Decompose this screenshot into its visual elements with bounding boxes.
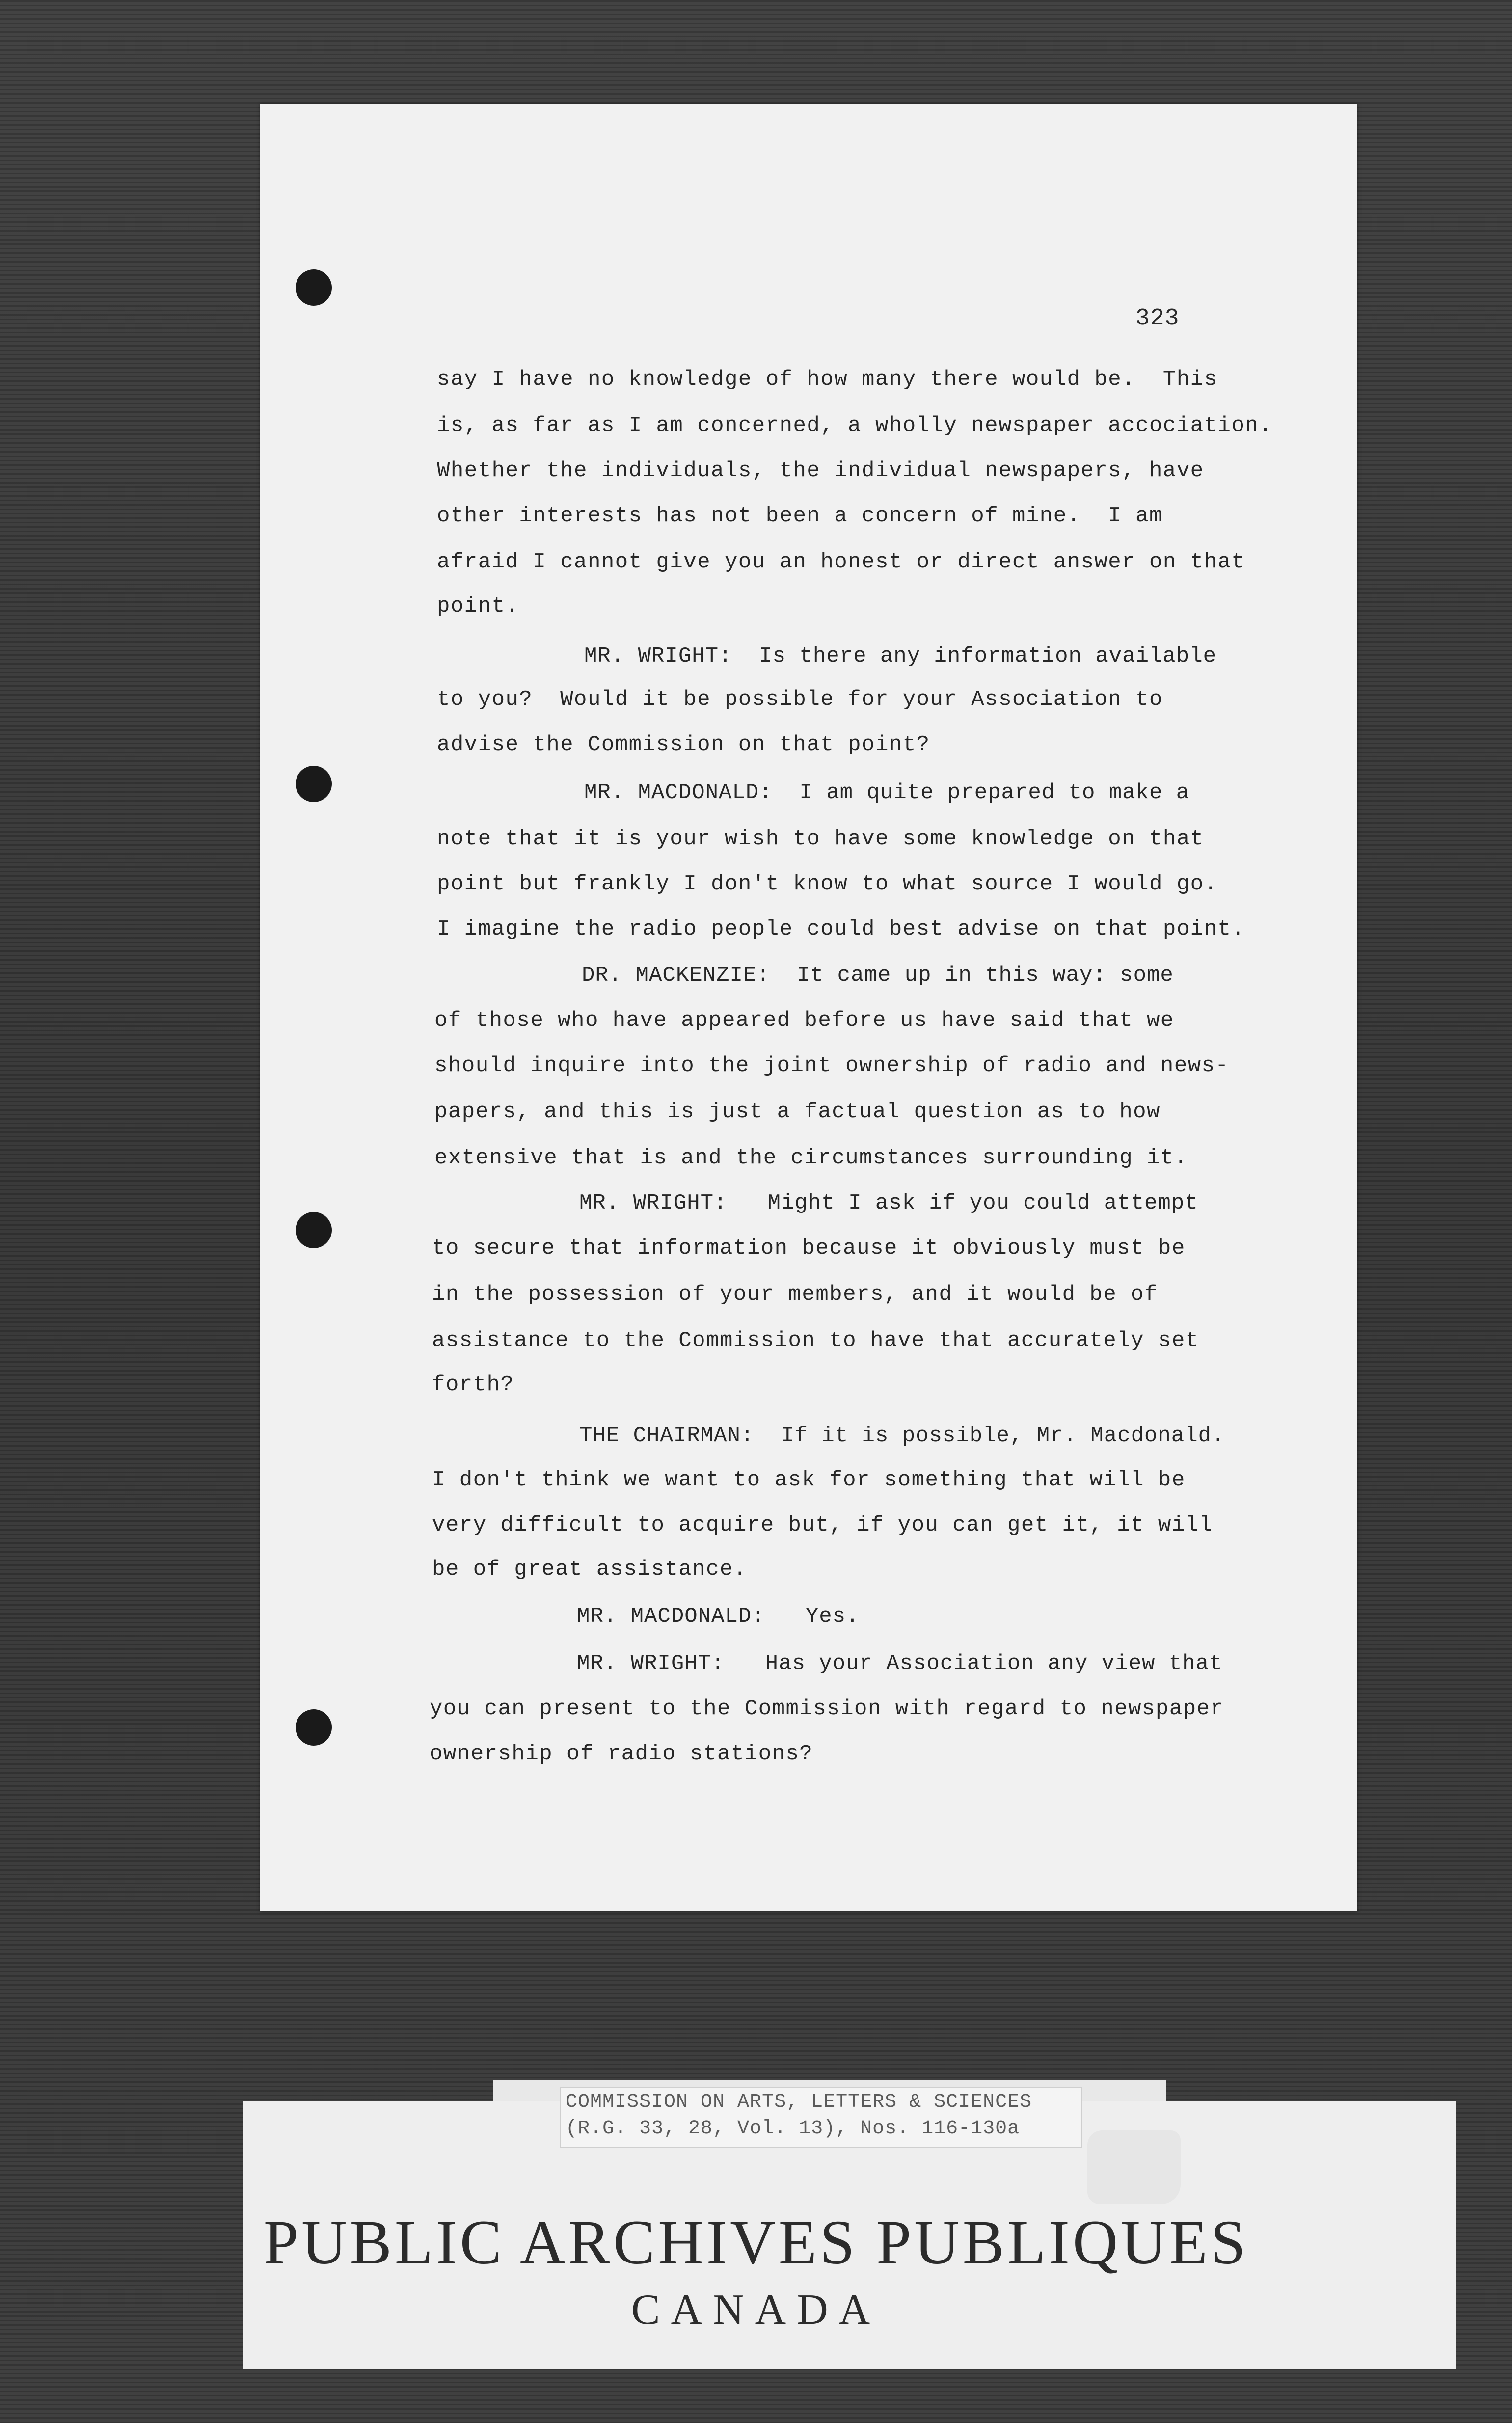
reference-line: COMMISSION ON ARTS, LETTERS & SCIENCES (566, 2091, 1032, 2113)
reference-line: (R.G. 33, 28, Vol. 13), Nos. 116-130a (566, 2118, 1020, 2140)
text-line: other interests has not been a concern of mine. I am (437, 504, 1163, 528)
speaker-line: MR. WRIGHT: Has your Association any view that (577, 1651, 1223, 1676)
text-line: point. (437, 594, 519, 619)
speaker-line: MR. WRIGHT: Is there any information available (584, 644, 1217, 669)
text-line: papers, and this is just a factual question as to how (434, 1100, 1161, 1124)
archives-title: PUBLIC ARCHIVES PUBLIQUES (263, 2208, 1249, 2277)
text-line: ownership of radio stations? (430, 1742, 813, 1766)
text-line: you can present to the Commission with regard to newspaper (430, 1696, 1224, 1721)
stamp-mark (1087, 2130, 1181, 2204)
text-line: is, as far as I am concerned, a wholly newspaper accociation. (437, 413, 1273, 438)
text-line: to secure that information because it obviously must be (432, 1236, 1186, 1261)
speaker-line: THE CHAIRMAN: If it is possible, Mr. Macdonald. (579, 1424, 1225, 1448)
text-line: of those who have appeared before us have said that we (434, 1008, 1174, 1033)
speaker-line: DR. MACKENZIE: It came up in this way: some (582, 963, 1174, 988)
text-line: I don't think we want to ask for something that will be (432, 1468, 1186, 1492)
text-line: note that it is your wish to have some knowledge on that (437, 827, 1204, 851)
text-line: in the possession of your members, and it would be of (432, 1282, 1158, 1307)
archives-country: CANADA (631, 2286, 881, 2334)
text-line: point but frankly I don't know to what source I would go. (437, 872, 1218, 896)
text-line: advise the Commission on that point? (437, 732, 930, 757)
text-line: I imagine the radio people could best advise on that point. (437, 917, 1245, 942)
speaker-line: MR. MACDONALD: I am quite prepared to make a (584, 781, 1190, 805)
binder-hole (296, 269, 332, 306)
page-number: 323 (1135, 305, 1180, 332)
text-line: say I have no knowledge of how many there would be. This (437, 367, 1218, 392)
reference-slip (560, 2087, 1082, 2148)
binder-hole (296, 1212, 332, 1248)
text-line: to you? Would it be possible for your Association to (437, 687, 1163, 712)
text-line: very difficult to acquire but, if you can get it, it will (432, 1513, 1213, 1537)
text-line: be of great assistance. (432, 1557, 747, 1582)
text-line: assistance to the Commission to have that accurately set (432, 1328, 1199, 1353)
text-line: forth? (432, 1373, 514, 1397)
text-line: afraid I cannot give you an honest or direct answer on that (437, 550, 1245, 574)
speaker-line: MR. MACDONALD: Yes. (577, 1604, 860, 1629)
binder-hole (296, 1709, 332, 1746)
binder-hole (296, 766, 332, 802)
speaker-line: MR. WRIGHT: Might I ask if you could attempt (579, 1191, 1198, 1215)
text-line: extensive that is and the circumstances surrounding it. (434, 1146, 1188, 1170)
text-line: Whether the individuals, the individual newspapers, have (437, 458, 1204, 483)
text-line: should inquire into the joint ownership of radio and news- (434, 1053, 1229, 1078)
